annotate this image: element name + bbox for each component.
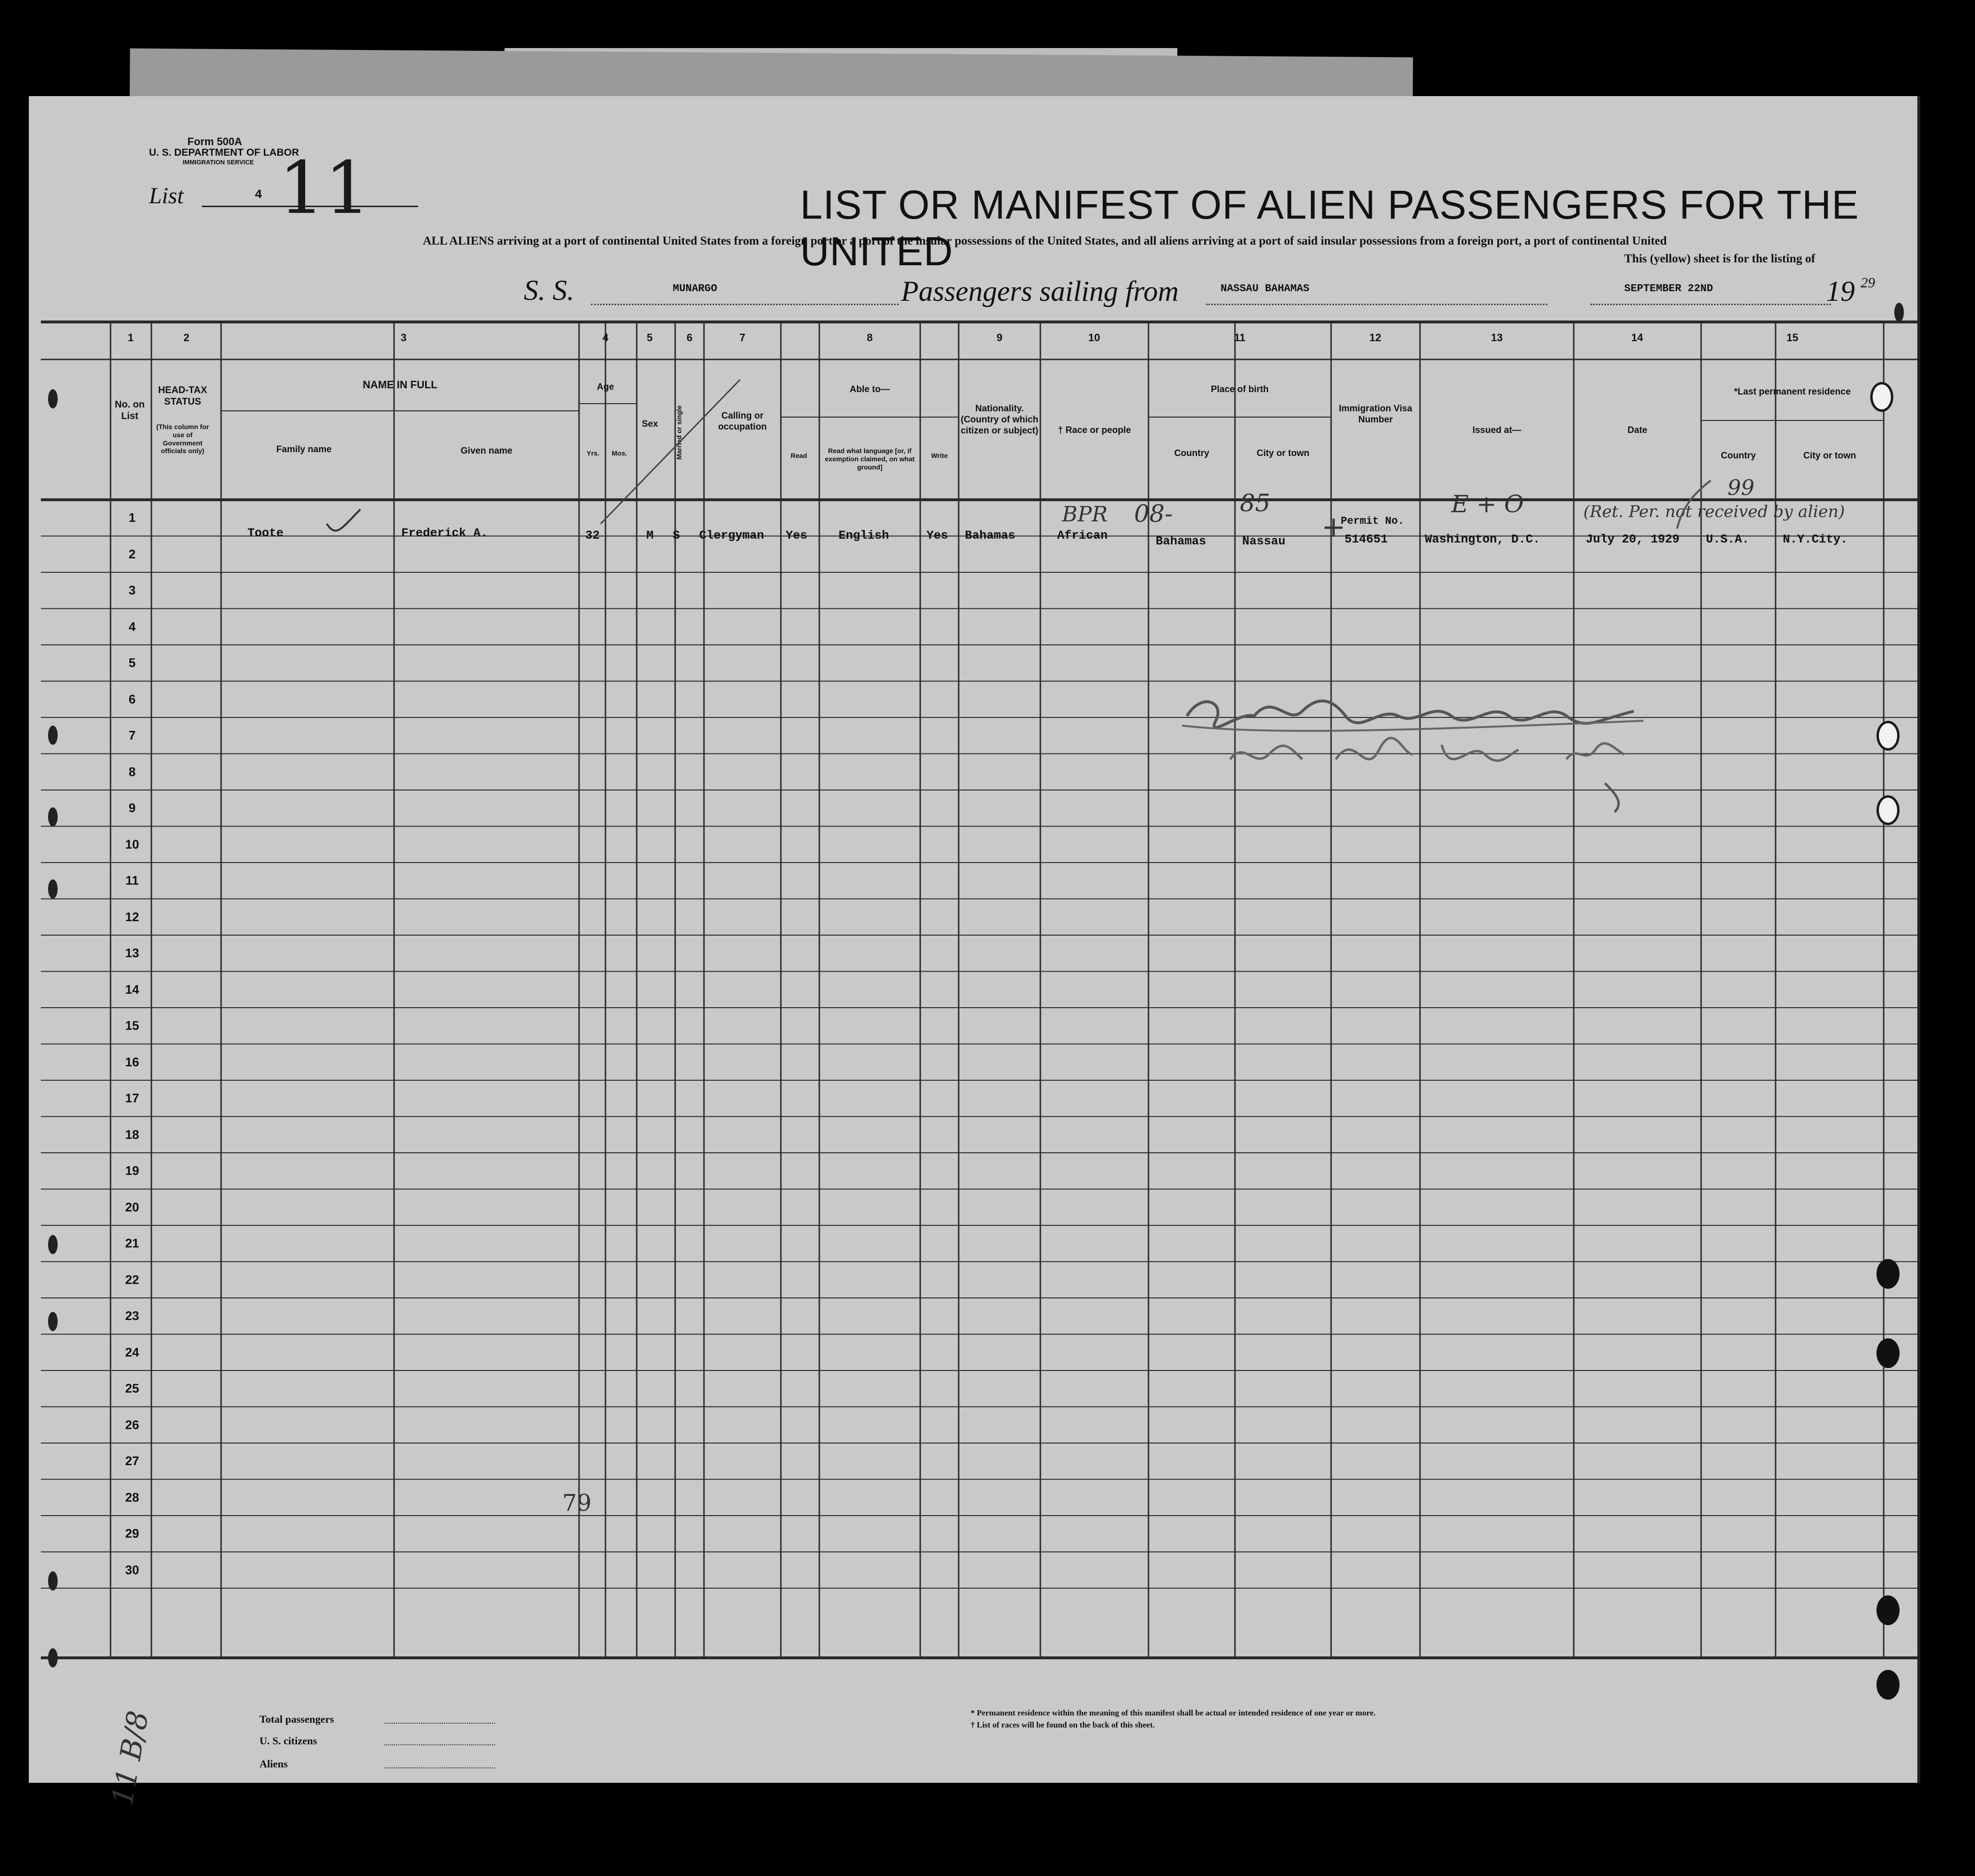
ship-name: MUNARGO <box>673 283 717 295</box>
us-citizens-line <box>384 1744 495 1745</box>
department: U. S. DEPARTMENT OF LABOR <box>149 147 299 158</box>
row-number: 13 <box>125 946 139 960</box>
header-no-on-list: No. on List <box>114 399 145 421</box>
column-number: 15 <box>1786 332 1799 344</box>
pen-marks <box>29 96 1917 673</box>
header-place-of-birth: Place of birth <box>1210 384 1269 395</box>
side-note: 11 B/8 <box>106 1708 156 1808</box>
res-code-annotation: 99 <box>1728 476 1754 500</box>
column-number: 1 <box>127 332 134 344</box>
permit-number-cell: 514651 <box>1345 532 1388 546</box>
row-number: 5 <box>128 655 136 670</box>
row-number: 17 <box>125 1091 139 1105</box>
header-head-tax-note: (This column for use of Government officials only) <box>156 423 209 455</box>
row-number: 28 <box>125 1490 139 1505</box>
row-number: 7 <box>128 728 136 742</box>
res-city-cell: N.Y.City. <box>1783 532 1848 546</box>
list-label: List <box>149 183 184 209</box>
row-number: 22 <box>125 1272 139 1287</box>
punch-hole <box>1876 1259 1900 1289</box>
row-number: 19 <box>125 1163 139 1178</box>
sex-cell: M <box>646 529 654 543</box>
header-read: Read <box>790 452 807 459</box>
service: IMMIGRATION SERVICE <box>183 159 254 166</box>
row-number: 6 <box>128 691 136 706</box>
country-code-annotation: 08- <box>1134 500 1173 528</box>
issued-date-cell: July 20, 1929 <box>1586 532 1680 546</box>
header-sex: Sex <box>642 419 658 429</box>
permit-label-cell: Permit No. <box>1341 515 1405 527</box>
row-number: 24 <box>125 1345 139 1359</box>
header-head-tax: HEAD-TAX STATUS <box>158 385 207 407</box>
header-nationality: Nationality. (Country of which citizen or subject) <box>961 404 1038 436</box>
edge-mark <box>48 807 58 827</box>
row-number: 16 <box>125 1054 139 1069</box>
column-number: 6 <box>686 332 693 344</box>
row-number: 2 <box>128 546 136 561</box>
edge-mark <box>48 1648 58 1667</box>
column-number: 12 <box>1369 332 1382 344</box>
header-last-residence: *Last permanent residence <box>1734 387 1851 397</box>
footnote-1: * Permanent residence within the meaning of this manifest shall be actual or intended residence of one year or more. <box>971 1708 1376 1717</box>
row-number: 4 <box>128 619 136 634</box>
cross-mark: + <box>1321 510 1346 544</box>
birth-city-cell: Nassau <box>1242 534 1286 548</box>
edge-mark <box>1894 303 1904 322</box>
row-number: 23 <box>125 1308 139 1323</box>
header-res-country: Country <box>1721 451 1756 461</box>
header-birth-city: City or town <box>1257 448 1309 458</box>
form-number: Form 500A <box>187 136 242 148</box>
row-number: 20 <box>125 1199 139 1214</box>
header-issued-at: Issued at— <box>1472 425 1521 435</box>
row-number: 11 <box>125 873 139 888</box>
handwritten-signature <box>1173 682 1701 817</box>
column-number: 7 <box>739 332 746 344</box>
ss-label: S. S. <box>524 274 574 306</box>
column-number: 10 <box>1088 332 1100 344</box>
edge-mark <box>48 879 58 899</box>
row-number: 21 <box>125 1236 139 1250</box>
punch-hole <box>1876 721 1900 751</box>
edge-mark <box>48 1312 58 1331</box>
sailing-date: SEPTEMBER 22ND <box>1624 283 1713 295</box>
issued-at-cell: Washington, D.C. <box>1425 532 1541 546</box>
given-name-cell: Frederick A. <box>401 526 488 540</box>
column-number: 4 <box>602 332 609 344</box>
family-name-cell: Toote <box>247 526 284 540</box>
residence-note-annotation: (Ret. Per. not received by alien) <box>1583 502 1845 521</box>
row-number: 29 <box>125 1526 139 1541</box>
subtitle: ALL ALIENS arriving at a port of continental United States from a foreign port or a port of the insular possessions of the United States, and all aliens arriving at a port of said insular possessions from a foreign port, a port of continental United <box>423 234 1667 247</box>
header-married: Married or single <box>675 405 683 460</box>
column-number: 9 <box>996 332 1003 344</box>
header-mos: Mos. <box>612 449 627 457</box>
race-cell: African <box>1057 529 1108 543</box>
header-name-in-full: NAME IN FULL <box>362 379 438 391</box>
total-passengers-label: Total passengers <box>259 1713 334 1725</box>
row-number: 18 <box>125 1127 139 1142</box>
header-yrs: Yrs. <box>586 449 600 457</box>
header-visa: Immigration Visa Number <box>1339 404 1412 425</box>
us-citizens-label: U. S. citizens <box>259 1735 317 1747</box>
list-number-handwritten: 11 <box>279 147 370 230</box>
punch-hole <box>1876 795 1900 825</box>
column-number: 2 <box>183 332 190 344</box>
issued-note-annotation: E + O <box>1451 490 1524 518</box>
punch-hole <box>1876 1338 1900 1368</box>
nationality-cell: Bahamas <box>965 529 1016 543</box>
age-cell: 32 <box>585 529 600 543</box>
punch-hole <box>1870 382 1893 412</box>
list-number-typed: 4 <box>255 187 262 202</box>
page-title: LIST OR MANIFEST OF ALIEN PASSENGERS FOR THE UNITED <box>800 182 1859 274</box>
row-number: 14 <box>125 982 139 997</box>
row-number: 25 <box>125 1381 139 1395</box>
header-able-to: Able to— <box>850 384 890 395</box>
marital-cell: S <box>673 529 680 543</box>
port-name: NASSAU BAHAMAS <box>1221 283 1309 295</box>
edge-mark <box>48 1571 58 1591</box>
column-number: 8 <box>866 332 873 344</box>
write-cell: Yes <box>926 529 949 543</box>
res-country-cell: U.S.A. <box>1706 532 1750 546</box>
total-passengers-line <box>384 1723 495 1724</box>
year-prefix: 19 <box>1826 275 1855 307</box>
aliens-label: Aliens <box>259 1758 288 1770</box>
header-read-language: Read what language [or, if exemption claimed, on what ground] <box>825 447 915 471</box>
header-calling: Calling or occupation <box>718 411 767 432</box>
header-write: Write <box>931 452 948 459</box>
manifest-sheet <box>29 96 1920 1808</box>
punch-hole <box>1876 1670 1900 1700</box>
language-cell: English <box>839 529 889 543</box>
footnote-2: † List of races will be found on the back of this sheet. <box>971 1720 1155 1729</box>
row-number: 9 <box>128 801 136 815</box>
row-number: 15 <box>125 1018 139 1033</box>
row-number: 27 <box>125 1454 139 1468</box>
column-number: 13 <box>1491 332 1503 344</box>
row-number: 26 <box>125 1417 139 1432</box>
read-cell: Yes <box>786 529 808 543</box>
occupation-cell: Clergyman <box>699 529 765 543</box>
column-number: 14 <box>1631 332 1643 344</box>
row-number: 1 <box>128 510 136 525</box>
year-suffix: 29 <box>1861 275 1875 291</box>
subtitle-2: This (yellow) sheet is for the listing of <box>1624 252 1815 265</box>
row-number: 10 <box>125 837 139 852</box>
header-age: Age <box>597 382 614 392</box>
city-code-annotation: 85 <box>1240 489 1271 517</box>
header-birth-country: Country <box>1174 448 1210 458</box>
column-number: 3 <box>400 332 407 344</box>
header-date: Date <box>1627 425 1648 435</box>
header-given-name: Given name <box>460 446 513 456</box>
row-number: 3 <box>128 583 136 597</box>
sailing-label: Passengers sailing from <box>901 275 1179 307</box>
birth-country-cell: Bahamas <box>1156 534 1207 548</box>
race-code-annotation: BPR <box>1062 502 1108 527</box>
column-number: 5 <box>646 332 653 344</box>
punch-hole <box>1876 1595 1900 1625</box>
header-race: † Race or people <box>1058 425 1131 435</box>
edge-mark <box>48 1235 58 1254</box>
edge-mark <box>48 389 58 408</box>
margin-number: 79 <box>562 1490 592 1517</box>
row-number: 8 <box>128 764 136 779</box>
edge-mark <box>48 726 58 745</box>
column-number: 11 <box>1234 332 1246 344</box>
row-number: 30 <box>125 1562 139 1577</box>
header-res-city: City or town <box>1803 451 1856 461</box>
row-number: 12 <box>125 909 139 924</box>
header-family-name: Family name <box>276 444 332 455</box>
aliens-line <box>384 1767 495 1768</box>
